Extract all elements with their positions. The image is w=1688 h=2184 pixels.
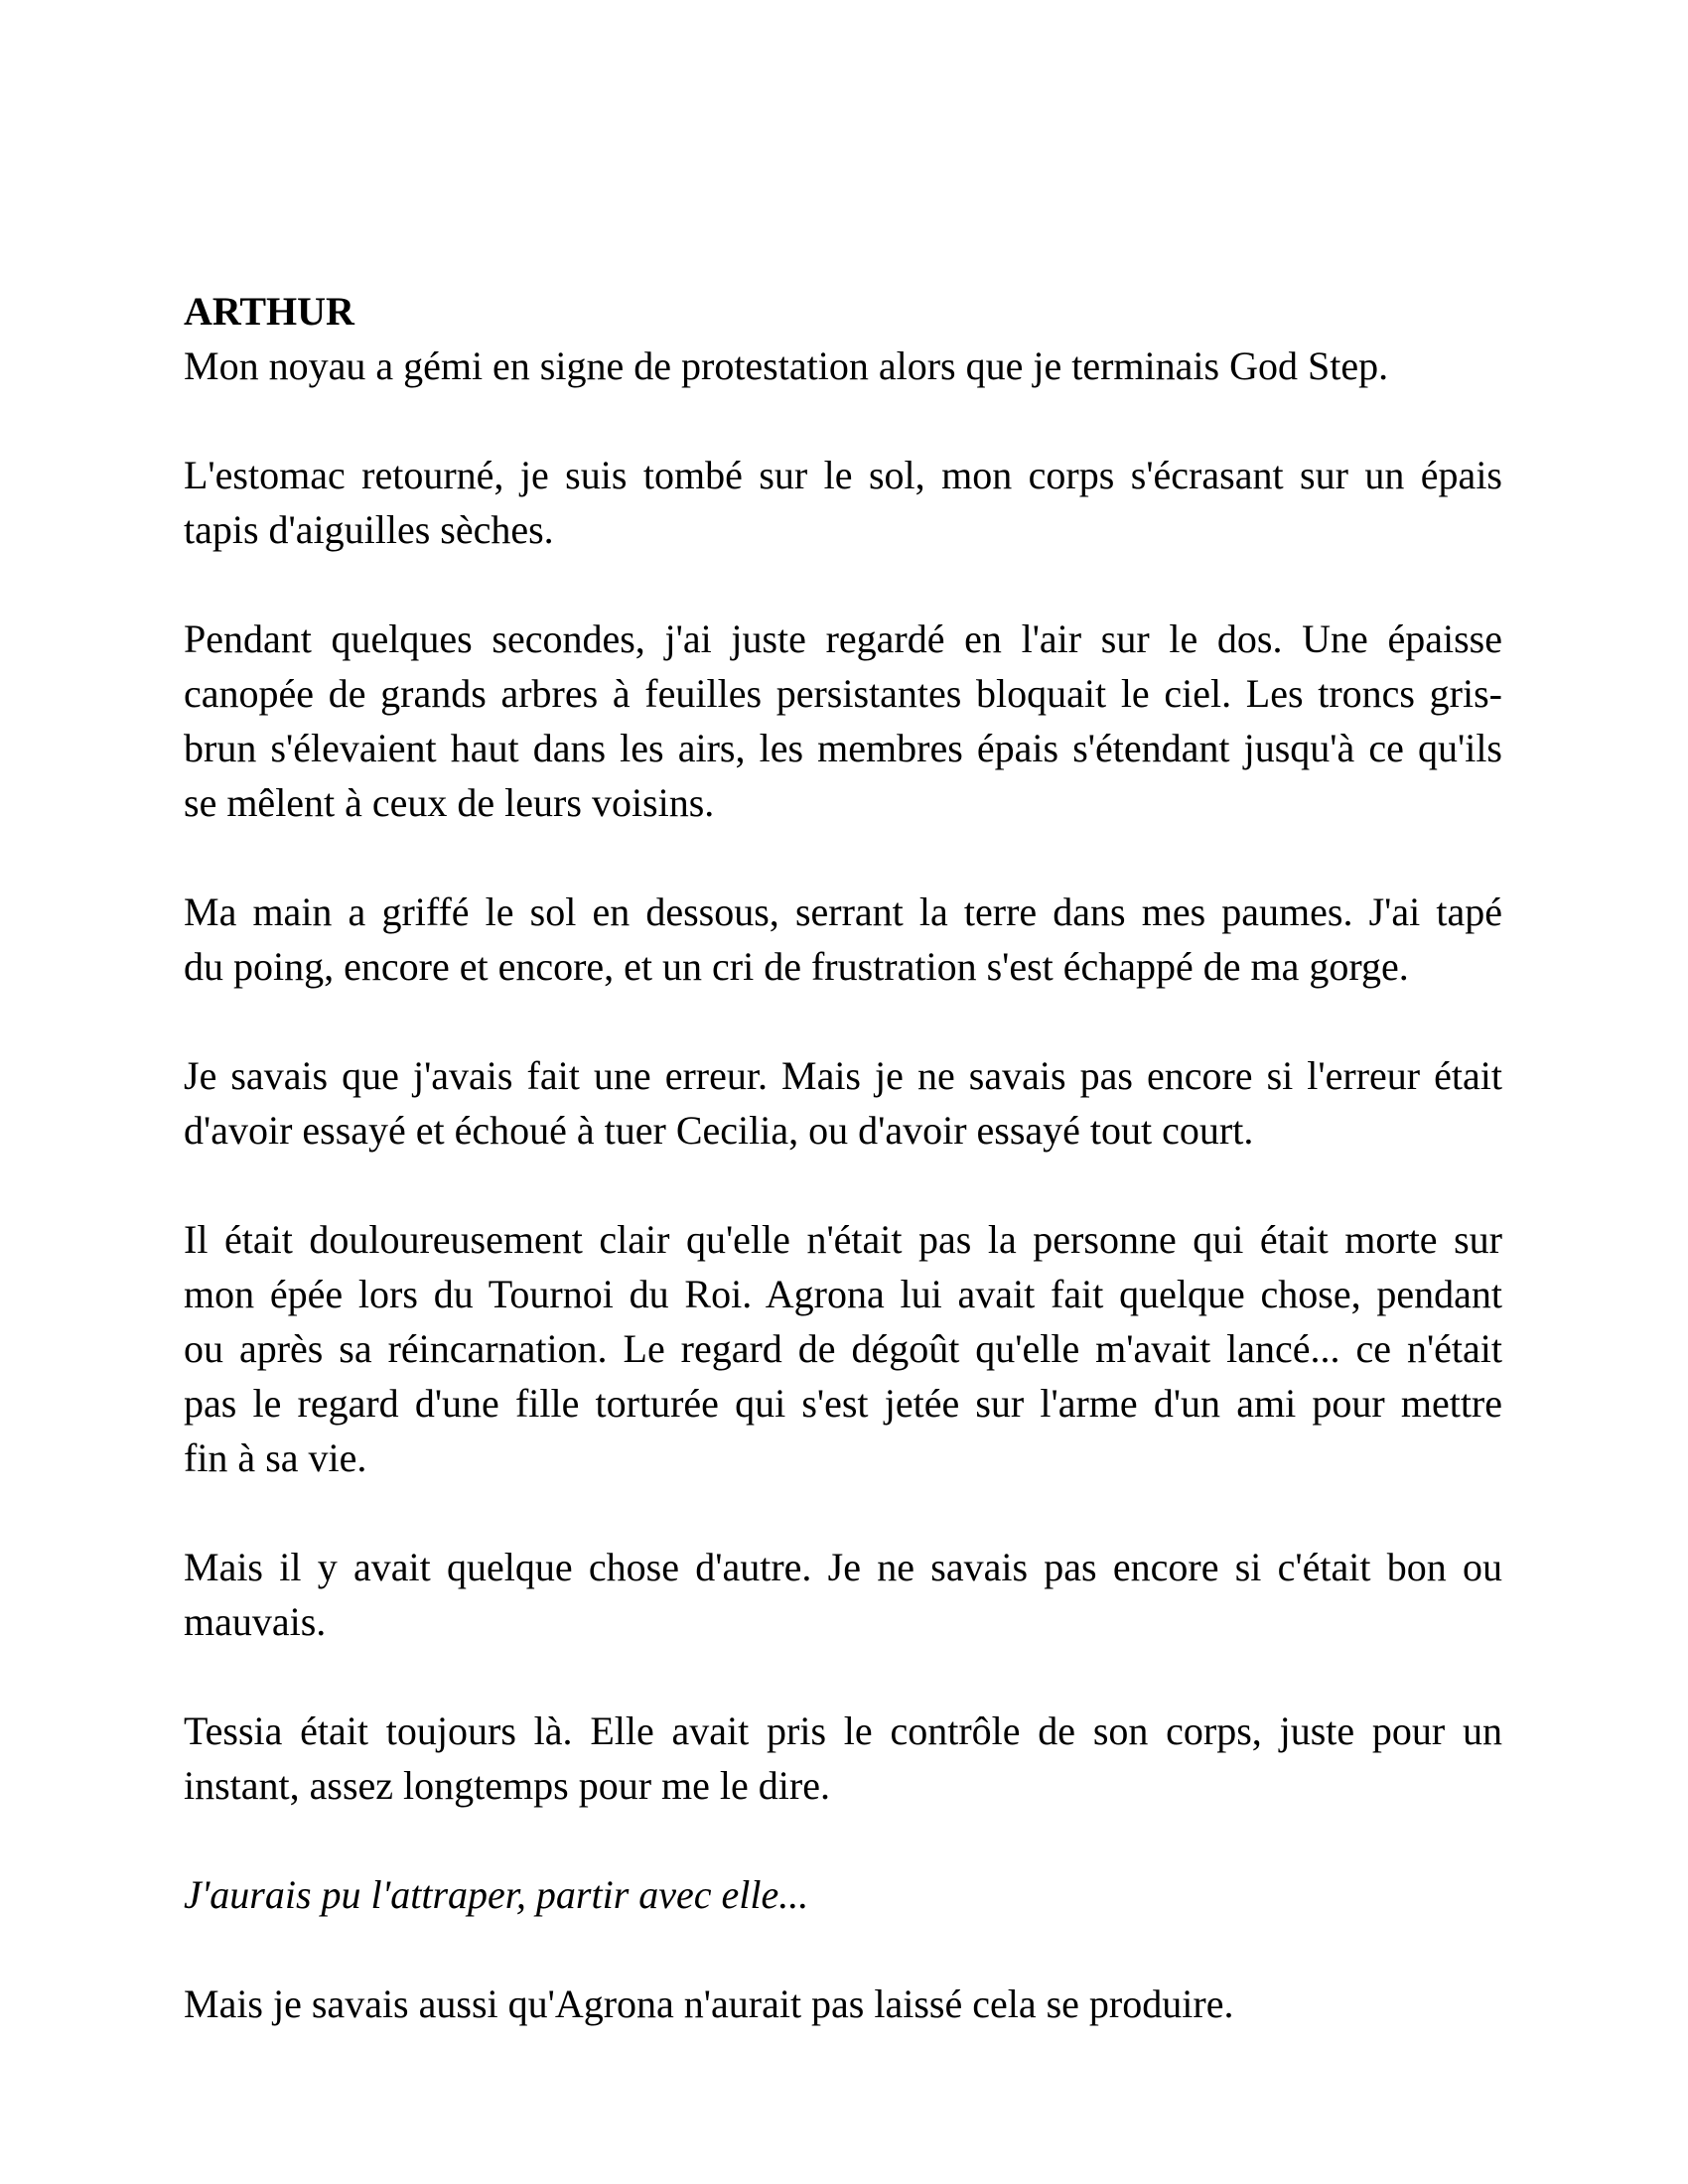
text-line: J'aurais pu l'attraper, partir avec elle... <box>184 1872 809 1917</box>
text-line: Mais il y avait quelque chose d'autre. Je ne savais pas encore si c'était bon ou <box>184 1545 1502 1589</box>
paragraph <box>184 1977 1502 2031</box>
italic-paragraph <box>184 1867 1502 1922</box>
paragraph <box>184 339 1502 393</box>
text-line: mauvais. <box>184 1599 327 1644</box>
text-line: ou après sa réincarnation. Le regard de dégoût qu'elle m'avait lancé... ce n'était <box>184 1326 1502 1371</box>
paragraph <box>184 1540 1502 1649</box>
text-line: Ma main a griffé le sol en dessous, serrant la terre dans mes paumes. J'ai tapé <box>184 889 1502 934</box>
paragraph-list <box>184 339 1502 2031</box>
paragraph <box>184 1048 1502 1158</box>
paragraph <box>184 448 1502 557</box>
paragraph <box>184 1212 1502 1485</box>
text-line: Il était douloureusement clair qu'elle n'était pas la personne qui était morte sur <box>184 1217 1502 1262</box>
text-line: pas le regard d'une fille torturée qui s'est jetée sur l'arme d'un ami pour mettre <box>184 1381 1502 1426</box>
text-line: se mêlent à ceux de leurs voisins. <box>184 780 715 825</box>
paragraph <box>184 1704 1502 1813</box>
text-line: Pendant quelques secondes, j'ai juste regardé en l'air sur le dos. Une épaisse <box>184 616 1502 661</box>
text-line: L'estomac retourné, je suis tombé sur le sol, mon corps s'écrasant sur un épais <box>184 453 1502 497</box>
text-line: Mais je savais aussi qu'Agrona n'aurait pas laissé cela se produire. <box>184 1981 1234 2026</box>
text-line: Tessia était toujours là. Elle avait pris le contrôle de son corps, juste pour un <box>184 1708 1502 1753</box>
text-line: Je savais que j'avais fait une erreur. Mais je ne savais pas encore si l'erreur était <box>184 1053 1502 1098</box>
chapter-heading: ARTHUR <box>184 289 354 334</box>
text-line: tapis d'aiguilles sèches. <box>184 507 554 552</box>
text-line: Mon noyau a gémi en signe de protestation alors que je terminais God Step. <box>184 343 1389 388</box>
text-line: d'avoir essayé et échoué à tuer Cecilia, ou d'avoir essayé tout court. <box>184 1108 1254 1153</box>
text-line: brun s'élevaient haut dans les airs, les membres épais s'étendant jusqu'à ce qu'ils <box>184 726 1502 770</box>
text-line: instant, assez longtemps pour me le dire. <box>184 1763 830 1808</box>
document-page <box>184 284 1502 2086</box>
text-line: mon épée lors du Tournoi du Roi. Agrona lui avait fait quelque chose, pendant <box>184 1272 1502 1316</box>
text-line: canopée de grands arbres à feuilles persistantes bloquait le ciel. Les troncs gris- <box>184 671 1502 716</box>
text-line: fin à sa vie. <box>184 1435 367 1480</box>
text-line: du poing, encore et encore, et un cri de frustration s'est échappé de ma gorge. <box>184 944 1409 989</box>
paragraph <box>184 612 1502 830</box>
paragraph <box>184 885 1502 994</box>
